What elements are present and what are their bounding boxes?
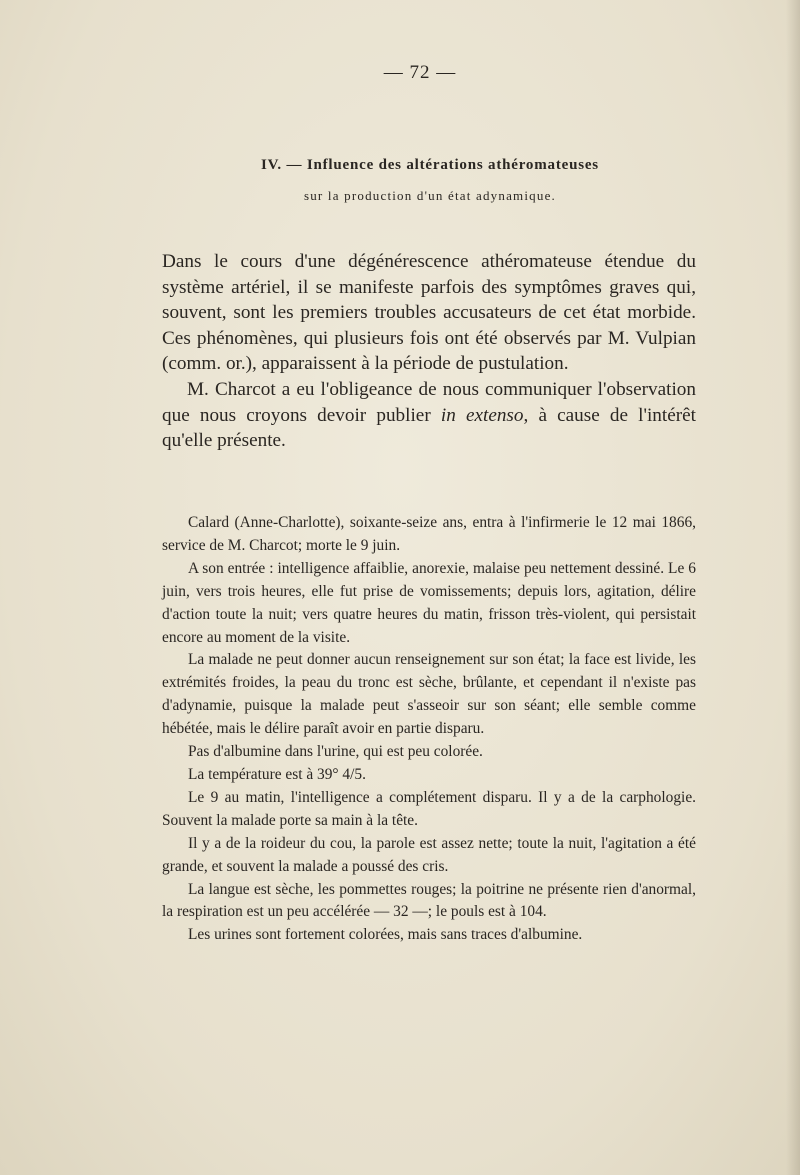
observation-paragraph: A son entrée : intelligence affaiblie, anorexie, malaise peu nettement dessiné. Le 6 juin, vers trois heures, elle fut prise de vomissements; depuis lors, agitation, délire d'action toute la nuit; vers quatre heures du matin, frisson très-violent, qui persistait encore au moment de la visite. — [162, 559, 696, 646]
intro-paragraph-2-end: , à cause de l'intérêt qu'elle présente. — [162, 404, 696, 452]
observation-paragraph: Il y a de la roideur du cou, la parole est assez nette; toute la nuit, l'agitation a été grande, et souvent la malade a poussé des cris. — [162, 834, 696, 875]
page-number: — 72 — — [383, 62, 457, 83]
italic-phrase: in extenso — [440, 404, 524, 426]
observation-paragraph: Le 9 au matin, l'intelligence a complétement disparu. Il y a de la carphologie. Souvent la malade porte sa main à la tête. — [162, 788, 696, 829]
observation-paragraph: La température est à 39° 4/5. — [188, 765, 366, 783]
page-edge-shadow — [786, 0, 800, 1175]
intro-text — [162, 249, 696, 454]
observation-paragraph: Calard (Anne-Charlotte), soixante-seize ans, entra à l'infirmerie le 12 mai 1866, service de M. Charcot; morte le 9 juin. — [162, 514, 696, 554]
section-heading: IV. — Influence des altérations athéromateuses — [261, 157, 599, 173]
observation-paragraph: Pas d'albumine dans l'urine, qui est peu colorée. — [188, 743, 483, 761]
intro-paragraph-1: Dans le cours d'une dégénérescence athéromateuse étendue du système artériel, il se manifeste parfois des symptômes graves qui, souvent, sont les premiers troubles accusateurs de cet état morbide. Ces phénomènes, qui plusieurs fois ont été observés par M. Vulpian (comm. or.), apparaissent à la période de pustulation. — [162, 251, 696, 375]
observation-paragraph: La langue est sèche, les pommettes rouges; la poitrine ne présente rien d'anormal, la respiration est un peu accélérée — 32 —; le pouls est à 104. — [162, 880, 696, 921]
section-subheading: sur la production d'un état adynamique. — [303, 188, 557, 203]
intro-paragraph-2-start: M. Charcot a eu l'obligeance de nous communiquer l'observation que nous croyons devoir publier — [162, 378, 696, 426]
observation-paragraph: Les urines sont fortement colorées, mais sans traces d'albumine. — [188, 926, 583, 944]
clinical-observation — [162, 512, 696, 947]
intro-paragraph-2 — [162, 377, 696, 454]
observation-paragraph: La malade ne peut donner aucun renseignement sur son état; la face est livide, les extrémités froides, la peau du tronc est sèche, brûlante, et cependant il n'existe pas d'adynamie, puisque la malade peut s'asseoir sur son séant; elle semble comme hébétée, mais le délire paraît avoir en partie disparu. — [162, 651, 696, 738]
